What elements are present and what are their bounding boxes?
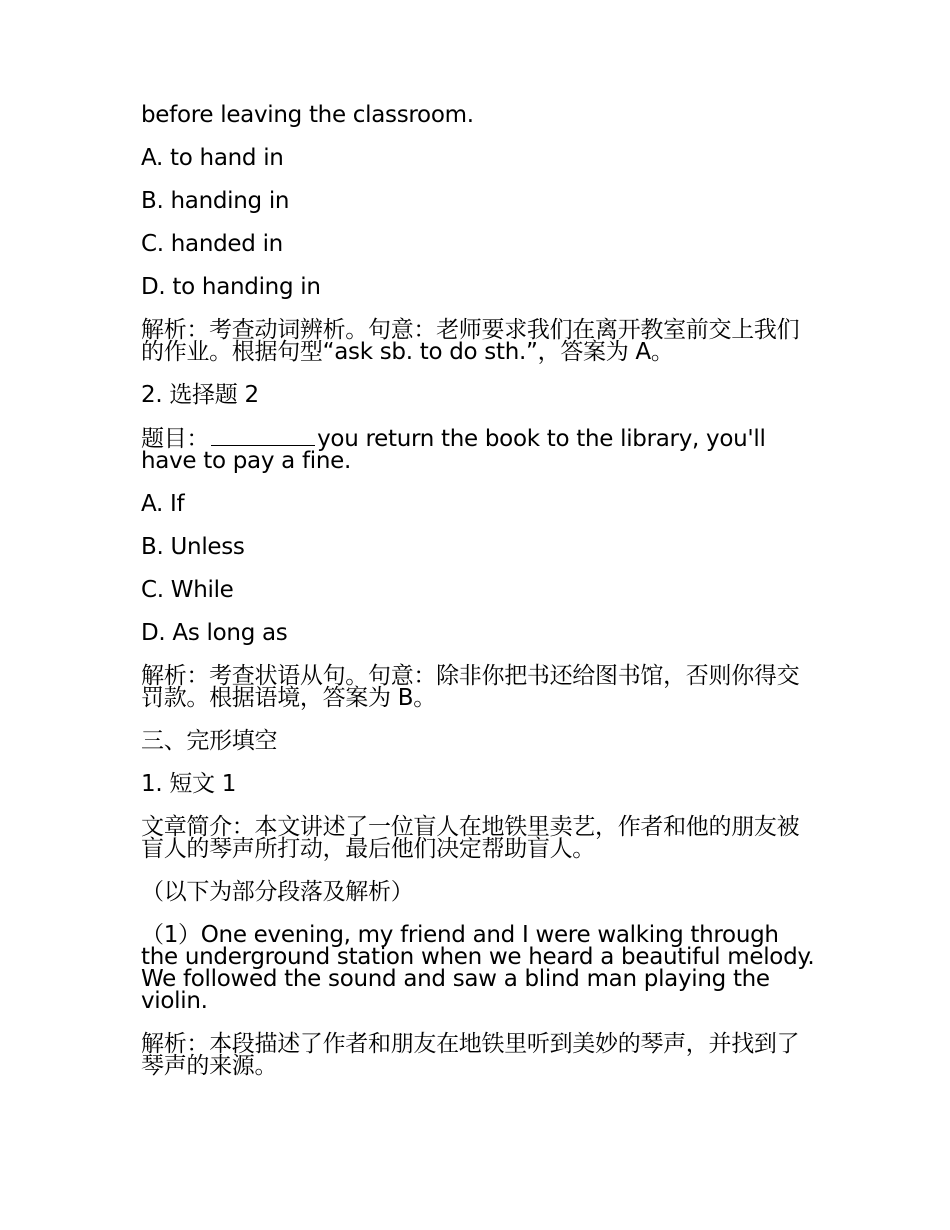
question-2-stem-prefix: 题目： xyxy=(141,426,210,452)
question-2-option-b: B. Unless xyxy=(141,534,245,560)
question-1-option-a: A. to hand in xyxy=(141,145,284,171)
question-2-stem-suffix: you return the book to the library, you'll have to pay a fine. xyxy=(141,426,766,474)
question-1-option-c: C. handed in xyxy=(141,231,283,257)
section-3-heading: 三、完形填空 xyxy=(141,728,278,754)
question-2-heading: 2. 选择题 2 xyxy=(141,382,259,408)
passage-1-summary: 文章简介：本文讲述了一位盲人在地铁里卖艺，作者和他的朋友被盲人的琴声所打动，最后他们决定帮助盲人。 xyxy=(141,814,800,862)
passage-1-note: （以下为部分段落及解析） xyxy=(141,879,414,905)
question-2-stem xyxy=(141,427,816,472)
question-2-analysis: 解析：考查状语从句。句意：除非你把书还给图书馆，否则你得交罚款。根据语境，答案为 B。 xyxy=(141,663,800,711)
question-1-option-d: D. to handing in xyxy=(141,274,321,300)
question-2-option-c: C. While xyxy=(141,577,234,603)
question-1-option-b: B. handing in xyxy=(141,188,290,214)
passage-1-paragraph-1: （1）One evening, my friend and I were walking through the underground station when we heard a beautiful melody. We followed the sound and saw a blind man playing the violin. xyxy=(141,922,815,1014)
question-1-stem-end: before leaving the classroom. xyxy=(141,102,474,128)
document-page xyxy=(141,104,816,1098)
question-2-option-d: D. As long as xyxy=(141,620,288,646)
passage-1-heading: 1. 短文 1 xyxy=(141,771,237,797)
answer-blank xyxy=(211,427,315,446)
passage-1-analysis-1: 解析：本段描述了作者和朋友在地铁里听到美妙的琴声，并找到了琴声的来源。 xyxy=(141,1031,800,1079)
question-2-option-a: A. If xyxy=(141,491,185,517)
question-1-analysis: 解析：考查动词辨析。句意：老师要求我们在离开教室前交上我们的作业。根据句型“ask sb. to do sth.”，答案为 A。 xyxy=(141,317,800,365)
